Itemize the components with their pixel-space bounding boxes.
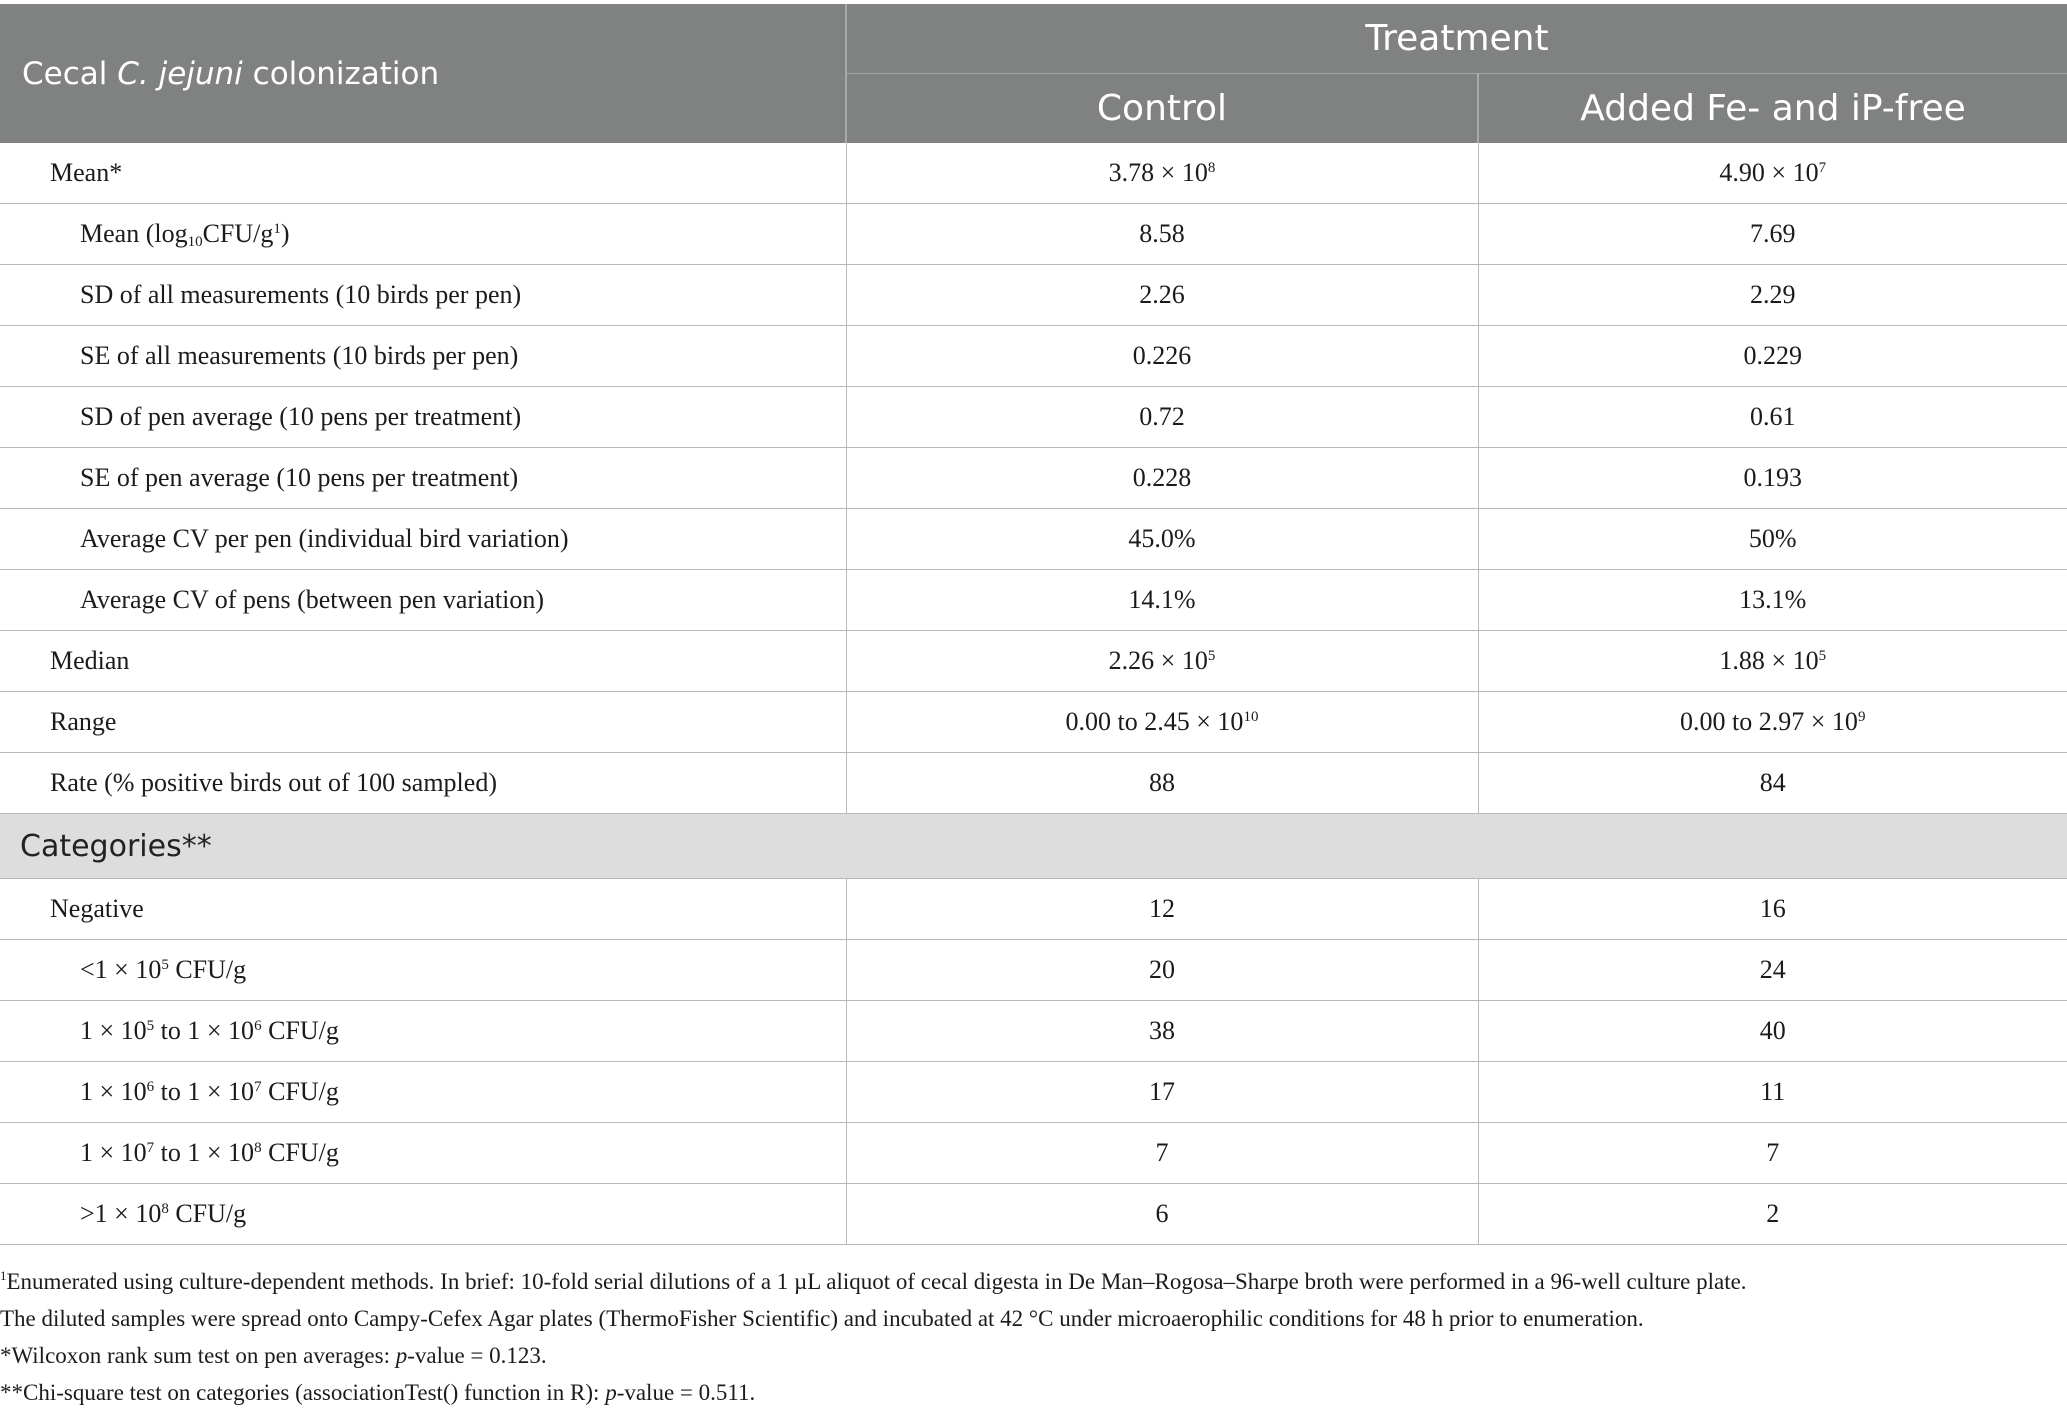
table-row	[0, 326, 2067, 387]
table-row	[0, 204, 2067, 265]
row-label: Negative	[0, 879, 846, 940]
table-row	[0, 1001, 2067, 1062]
table-row	[0, 940, 2067, 1001]
row-label: $>1 \times 10^8$ CFU/g	[0, 1184, 846, 1245]
treated-value: 0.61	[1478, 387, 2067, 448]
row-label: $1 \times 10^6$ to $1 \times 10^7$ CFU/g	[0, 1062, 846, 1123]
control-value: 38	[846, 1001, 1478, 1062]
table-row	[0, 631, 2067, 692]
treated-value: 0.229	[1478, 326, 2067, 387]
row-label: $1 \times 10^5$ to $1 \times 10^6$ CFU/g	[0, 1001, 846, 1062]
control-value: 6	[846, 1184, 1478, 1245]
control-value: 88	[846, 753, 1478, 814]
control-value: 2.26	[846, 265, 1478, 326]
table-row	[0, 387, 2067, 448]
control-value: 8.58	[846, 204, 1478, 265]
footnote-chi-square: **Chi-square test on categories (associationTest() function in R): p-value = 0.511.	[0, 1380, 756, 1405]
control-value: 17	[846, 1062, 1478, 1123]
treatment-header: Treatment	[846, 4, 2067, 74]
row-label: SE of pen average (10 pens per treatment)	[0, 448, 846, 509]
row-label: SD of pen average (10 pens per treatment)	[0, 387, 846, 448]
footnote-1-line-1: $^1$Enumerated using culture-dependent methods. In brief: 10-fold serial dilutions of a 1 µL aliquot of cecal digesta in De Man–Rogosa–Sharpe broth were performed in a 96-well culture plate.	[0, 1268, 1747, 1294]
control-value: 14.1%	[846, 570, 1478, 631]
control-value: $2.26 \times 10^5$	[846, 631, 1478, 692]
table-row	[0, 1123, 2067, 1184]
treated-value: 16	[1478, 879, 2067, 940]
control-value: 45.0%	[846, 509, 1478, 570]
row-label: $1 \times 10^7$ to $1 \times 10^8$ CFU/g	[0, 1123, 846, 1184]
table-row	[0, 753, 2067, 814]
treated-value: 0.00 to $2.97 \times 10^9$	[1478, 692, 2067, 753]
treated-value: 13.1%	[1478, 570, 2067, 631]
treated-value: 2	[1478, 1184, 2067, 1245]
table-row	[0, 879, 2067, 940]
treated-value: $4.90 \times 10^7$	[1478, 143, 2067, 204]
treated-value: 0.193	[1478, 448, 2067, 509]
row-label: SD of all measurements (10 birds per pen)	[0, 265, 846, 326]
categories-title: Categories**	[0, 814, 2067, 879]
row-header-title: Cecal C. jejuni colonization	[0, 4, 846, 143]
treated-value: 2.29	[1478, 265, 2067, 326]
control-value: 0.00 to $2.45 \times 10^{10}$	[846, 692, 1478, 753]
control-value: 0.72	[846, 387, 1478, 448]
table-row	[0, 570, 2067, 631]
control-value: 0.228	[846, 448, 1478, 509]
control-value: 7	[846, 1123, 1478, 1184]
treated-value: 24	[1478, 940, 2067, 1001]
row-label: Average CV per pen (individual bird variation)	[0, 509, 846, 570]
table-row	[0, 509, 2067, 570]
treated-value: 40	[1478, 1001, 2067, 1062]
row-label: SE of all measurements (10 birds per pen)	[0, 326, 846, 387]
table-row	[0, 448, 2067, 509]
row-label: Median	[0, 631, 846, 692]
row-label: Mean $(\log_{10}CFU/g^1)$	[0, 204, 846, 265]
row-label: Mean*	[0, 143, 846, 204]
row-label: $<1 \times 10^5$ CFU/g	[0, 940, 846, 1001]
column-header-added-fe-ip-free: Added Fe- and iP-free	[1478, 74, 2067, 144]
control-value: 0.226	[846, 326, 1478, 387]
treated-value: $1.88 \times 10^5$	[1478, 631, 2067, 692]
column-header-control: Control	[846, 74, 1478, 144]
table-row	[0, 143, 2067, 204]
table-row	[0, 265, 2067, 326]
control-value: $3.78 \times 10^8$	[846, 143, 1478, 204]
footnote-wilcoxon: *Wilcoxon rank sum test on pen averages: p-value = 0.123.	[0, 1343, 547, 1368]
treated-value: 7	[1478, 1123, 2067, 1184]
treated-value: 50%	[1478, 509, 2067, 570]
treated-value: 11	[1478, 1062, 2067, 1123]
table-row	[0, 1184, 2067, 1245]
results-table	[0, 4, 2067, 1245]
categories-section-header	[0, 814, 2067, 879]
control-value: 20	[846, 940, 1478, 1001]
table-row	[0, 692, 2067, 753]
footnote-1-line-2: The diluted samples were spread onto Campy-Cefex Agar plates (ThermoFisher Scientific) and incubated at 42 °C under microaerophilic conditions for 48 h prior to enumeration.	[0, 1306, 1644, 1331]
row-label: Average CV of pens (between pen variation)	[0, 570, 846, 631]
row-label: Range	[0, 692, 846, 753]
table-footnotes	[0, 1263, 2067, 1411]
row-label: Rate (% positive birds out of 100 sampled)	[0, 753, 846, 814]
treated-value: 84	[1478, 753, 2067, 814]
table-row	[0, 1062, 2067, 1123]
treated-value: 7.69	[1478, 204, 2067, 265]
control-value: 12	[846, 879, 1478, 940]
